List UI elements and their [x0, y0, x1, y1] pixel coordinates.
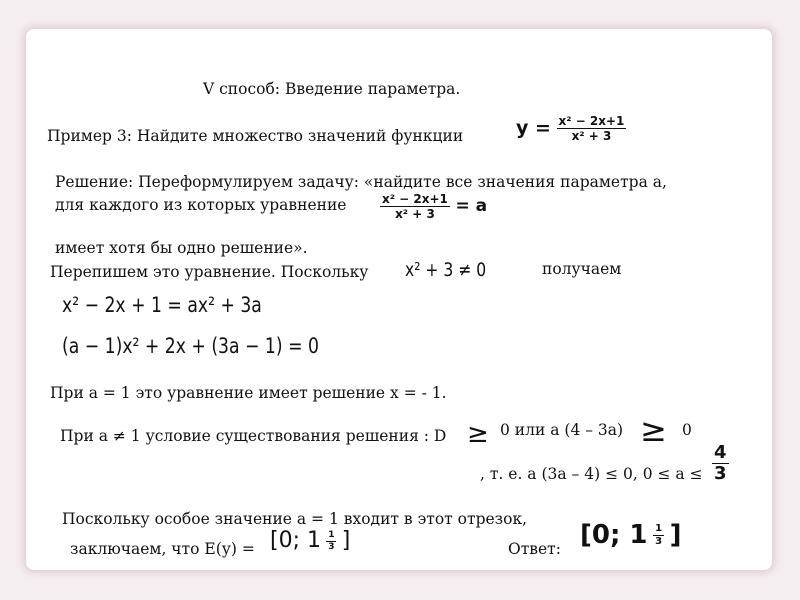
equation-line-2: (a − 1)x² + 2x + (3a − 1) = 0	[62, 334, 319, 358]
solution-line-3: имеет хотя бы одно решение».	[55, 239, 308, 257]
ie-text: , т. е. а (3а – 4) ≤ 0, 0 ≤ а ≤	[480, 465, 703, 483]
equation-line-1: x² − 2x + 1 = ax² + 3a	[62, 293, 262, 317]
four: 4	[714, 442, 727, 463]
geq-sign-1: ≥	[467, 419, 489, 449]
obtain-text: получаем	[542, 260, 622, 278]
answer-range-open: [0; 1	[580, 520, 648, 550]
case-a-equals-1: При а = 1 это уравнение имеет решение х = - 1.	[50, 384, 447, 402]
zero-2: 0	[682, 421, 692, 439]
range-result-open: [0; 1	[270, 528, 321, 553]
range-result-num: 1	[328, 529, 335, 540]
equation-rhs: = a	[455, 196, 488, 216]
range-result-den: 3	[328, 541, 335, 552]
example-label: Пример 3: Найдите множество значений функции	[47, 127, 464, 145]
since-text: Поскольку особое значение а = 1 входит в этот отрезок,	[62, 510, 528, 528]
function-formula	[516, 115, 626, 142]
equation-numerator: x² − 2x+1	[382, 192, 448, 206]
four-thirds	[712, 444, 729, 483]
zero-or-text: 0 или а (4 – 3а)	[500, 421, 624, 439]
parameter-equation	[380, 193, 487, 220]
three: 3	[714, 463, 727, 484]
case-a-not-1: При а ≠ 1 условие существования решения : D	[60, 427, 447, 445]
function-denominator: x² + 3	[571, 129, 612, 143]
range-result-close: ]	[341, 528, 351, 553]
answer-label: Ответ:	[508, 540, 561, 558]
answer-range-num: 1	[655, 522, 663, 534]
function-numerator: x² − 2x+1	[558, 114, 625, 128]
solution-line-2: для каждого из которых уравнение	[55, 196, 347, 214]
slide-title: V способ: Введение параметра.	[203, 80, 461, 98]
equation-denominator: x² + 3	[395, 207, 435, 221]
conclude-text: заключаем, что Е(у) =	[70, 540, 255, 558]
function-y: y =	[516, 117, 551, 139]
range-result	[270, 530, 350, 552]
solution-line-1: Решение: Переформулируем задачу: «найдите все значения параметра а,	[55, 173, 667, 191]
answer-range-close: ]	[669, 520, 682, 550]
rewrite-text: Перепишем это уравнение. Поскольку	[50, 263, 369, 281]
inequality: x² + 3 ≠ 0	[405, 259, 487, 281]
answer-range	[580, 522, 682, 548]
geq-sign-2: ≥	[640, 411, 667, 449]
answer-range-den: 3	[655, 535, 663, 547]
